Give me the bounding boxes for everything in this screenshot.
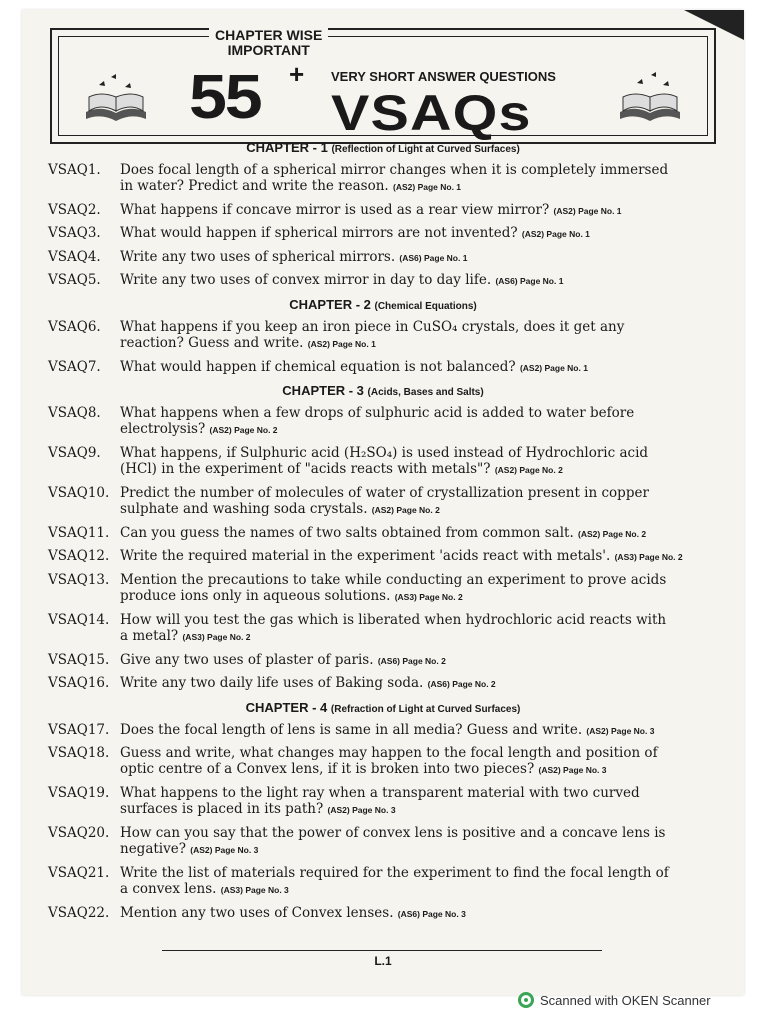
- question-line: optic centre of a Convex lens, if it is broken into two pieces?: [120, 761, 535, 777]
- question-item: [48, 162, 718, 195]
- question-tag: (AS2) Page No. 3: [538, 765, 607, 775]
- question-tag: (AS2) Page No. 1: [307, 338, 376, 349]
- chapter-subtitle: (Acids, Bases and Salts): [367, 387, 484, 398]
- question-item: [48, 722, 718, 739]
- chapter-heading: [22, 383, 744, 398]
- question-item: [48, 202, 718, 219]
- question-line: sulphate and washing soda crystals.: [120, 501, 368, 517]
- question-line: produce ions only in aqueous solutions.: [120, 587, 391, 604]
- question-line: How will you test the gas which is liberated when hydrochloric acid reacts with: [120, 611, 667, 628]
- chapter-heading: [22, 140, 744, 155]
- question-item: [48, 675, 718, 692]
- document-page: [22, 10, 744, 995]
- question-number: VSAQ3.: [48, 225, 101, 242]
- question-tag: (AS2) Page No. 2: [578, 529, 647, 539]
- question-text: [120, 652, 718, 669]
- question-number: VSAQ12.: [48, 548, 110, 565]
- question-line: Write the list of materials required for the experiment to find the focal length of: [120, 865, 669, 881]
- footer-divider: [162, 950, 602, 951]
- question-tag: (AS2) Page No. 3: [190, 845, 259, 855]
- question-tag: (AS3) Page No. 2: [614, 552, 683, 563]
- question-line: What happens, if Sulphuric acid (H₂SO₄) is used instead of Hydrochloric acid: [120, 445, 649, 461]
- question-line: Mention the precautions to take while conducting an experiment to prove acids: [120, 571, 667, 588]
- question-item: [48, 525, 718, 542]
- question-number: VSAQ5.: [48, 272, 101, 289]
- question-number: VSAQ9.: [48, 445, 101, 461]
- question-number: VSAQ13.: [48, 571, 110, 588]
- chapter-subtitle: (Reflection of Light at Curved Surfaces): [331, 144, 520, 155]
- chapter-title: CHAPTER - 2: [289, 296, 371, 312]
- question-tag: (AS6) Page No. 3: [397, 909, 466, 919]
- open-book-icon: [81, 67, 151, 127]
- question-tag: (AS2) Page No. 1: [521, 229, 590, 240]
- question-line: electrolysis?: [120, 421, 206, 437]
- question-text: [120, 865, 718, 898]
- question-text: [120, 359, 718, 376]
- question-line: negative?: [120, 841, 186, 857]
- question-tag: (AS2) Page No. 2: [494, 465, 563, 475]
- chapter-subtitle: (Refraction of Light at Curved Surfaces): [330, 703, 521, 715]
- question-item: [48, 445, 718, 478]
- banner-subtitle: VERY SHORT ANSWER QUESTIONS: [331, 69, 556, 84]
- question-item: [48, 865, 718, 898]
- question-number: VSAQ11.: [48, 525, 110, 541]
- question-text: [120, 525, 718, 542]
- question-number: VSAQ15.: [48, 651, 110, 668]
- question-tag: (AS6) Page No. 2: [377, 655, 446, 666]
- chapter-title: CHAPTER - 1: [246, 140, 328, 155]
- question-number: VSAQ1.: [48, 162, 101, 178]
- question-line: What would happen if chemical equation is not balanced?: [120, 358, 516, 375]
- question-text: [120, 405, 718, 438]
- question-line: reaction? Guess and write.: [120, 334, 304, 351]
- question-number: VSAQ7.: [48, 358, 101, 375]
- question-line: surfaces is placed in its path?: [120, 801, 324, 817]
- question-tag: (AS2) Page No. 1: [553, 206, 622, 216]
- question-line: Guess and write, what changes may happen to the focal length and position of: [120, 745, 658, 761]
- question-item: [48, 785, 718, 818]
- question-number: VSAQ4.: [48, 248, 101, 265]
- question-line: What happens when a few drops of sulphuric acid is added to water before: [120, 405, 635, 421]
- question-tag: (AS2) Page No. 1: [519, 362, 588, 373]
- question-text: [120, 905, 718, 922]
- question-item: [48, 225, 718, 242]
- scanner-logo-icon: [518, 992, 534, 1008]
- question-number: VSAQ17.: [48, 721, 110, 738]
- chapter-title: CHAPTER - 4: [245, 699, 328, 715]
- chapter-heading: [22, 297, 744, 312]
- banner-heading: [209, 28, 328, 58]
- question-tag: (AS3) Page No. 3: [220, 885, 289, 895]
- question-tag: (AS6) Page No. 1: [495, 276, 564, 287]
- question-tag: (AS2) Page No. 1: [393, 182, 462, 192]
- question-line: What would happen if spherical mirrors are not invented?: [120, 225, 518, 242]
- question-item: [48, 572, 718, 605]
- question-item: [48, 745, 718, 778]
- question-item: [48, 272, 718, 289]
- question-line: Does the focal length of lens is same in all media? Guess and write.: [120, 721, 583, 738]
- question-item: [48, 652, 718, 669]
- chapter-subtitle: (Chemical Equations): [374, 300, 477, 312]
- question-line: What happens to the light ray when a transparent material with two curved: [120, 785, 640, 801]
- question-text: [120, 202, 718, 219]
- question-text: [120, 319, 718, 352]
- question-text: [120, 675, 718, 692]
- question-text: [120, 162, 718, 195]
- chapter-title: CHAPTER - 3: [282, 383, 364, 398]
- question-item: [48, 825, 718, 858]
- question-tag: (AS3) Page No. 2: [182, 631, 251, 642]
- page-number: L.1: [374, 954, 392, 968]
- question-line: Give any two uses of plaster of paris.: [120, 651, 374, 668]
- question-line: a metal?: [120, 627, 179, 644]
- question-line: What happens if you keep an iron piece in CuSO₄ crystals, does it get any: [120, 318, 625, 335]
- question-tag: (AS6) Page No. 1: [399, 252, 468, 263]
- question-item: [48, 905, 718, 922]
- question-line: Does focal length of a spherical mirror changes when it is completely immersed: [120, 162, 669, 178]
- question-line: What happens if concave mirror is used as a rear view mirror?: [120, 202, 550, 218]
- question-text: [120, 485, 718, 518]
- question-text: [120, 785, 718, 818]
- question-text: [120, 225, 718, 242]
- question-text: [120, 445, 718, 478]
- question-number: VSAQ2.: [48, 202, 101, 218]
- question-tag: (AS2) Page No. 3: [586, 725, 655, 736]
- question-tag: (AS2) Page No. 3: [327, 805, 396, 815]
- question-line: How can you say that the power of convex lens is positive and a concave lens is: [120, 825, 666, 841]
- question-text: [120, 272, 718, 289]
- question-number: VSAQ8.: [48, 405, 101, 421]
- question-count: 55: [189, 63, 261, 132]
- question-line: Write any two daily life uses of Baking soda.: [120, 675, 424, 692]
- question-line: a convex lens.: [120, 881, 217, 897]
- question-line: Can you guess the names of two salts obtained from common salt.: [120, 525, 574, 541]
- banner-inner-border: [58, 27, 708, 141]
- question-text: [120, 612, 718, 645]
- question-tag: (AS3) Page No. 2: [394, 591, 463, 602]
- question-number: VSAQ18.: [48, 745, 110, 761]
- question-text: [120, 825, 718, 858]
- question-item: [48, 249, 718, 266]
- question-tag: (AS6) Page No. 2: [427, 679, 496, 690]
- question-item: [48, 485, 718, 518]
- question-text: [120, 548, 718, 565]
- question-number: VSAQ22.: [48, 905, 110, 921]
- question-text: [120, 249, 718, 266]
- scanner-text: Scanned with OKEN Scanner: [540, 992, 711, 1008]
- question-line: in water? Predict and write the reason.: [120, 178, 389, 194]
- question-item: [48, 405, 718, 438]
- question-number: VSAQ6.: [48, 318, 101, 335]
- question-tag: (AS2) Page No. 2: [371, 505, 440, 515]
- question-item: [48, 359, 718, 376]
- chapter-heading: [22, 700, 744, 715]
- title-banner: [50, 28, 716, 144]
- question-line: Mention any two uses of Convex lenses.: [120, 905, 394, 921]
- question-item: [48, 612, 718, 645]
- question-item: [48, 548, 718, 565]
- scanner-watermark: [518, 992, 711, 1008]
- question-number: VSAQ19.: [48, 785, 110, 801]
- question-number: VSAQ14.: [48, 611, 110, 628]
- banner-title: VSAQs: [331, 85, 532, 141]
- important-label: IMPORTANT: [227, 42, 310, 58]
- question-line: Write the required material in the experiment 'acids react with metals'.: [120, 548, 611, 565]
- open-book-icon: [615, 67, 685, 127]
- question-item: [48, 319, 718, 352]
- plus-sign: +: [289, 59, 305, 89]
- question-line: Write any two uses of spherical mirrors.: [120, 248, 396, 265]
- chapter-wise-label: CHAPTER WISE: [215, 27, 323, 43]
- question-number: VSAQ20.: [48, 825, 110, 841]
- question-text: [120, 572, 718, 605]
- question-line: Predict the number of molecules of water of crystallization present in copper: [120, 485, 649, 501]
- question-text: [120, 745, 718, 778]
- question-line: (HCl) in the experiment of "acids reacts with metals"?: [120, 461, 491, 477]
- question-number: VSAQ10.: [48, 485, 110, 501]
- question-number: VSAQ16.: [48, 675, 110, 692]
- question-line: Write any two uses of convex mirror in day to day life.: [120, 272, 492, 289]
- question-tag: (AS2) Page No. 2: [209, 425, 278, 435]
- question-number: VSAQ21.: [48, 865, 110, 881]
- question-text: [120, 722, 718, 739]
